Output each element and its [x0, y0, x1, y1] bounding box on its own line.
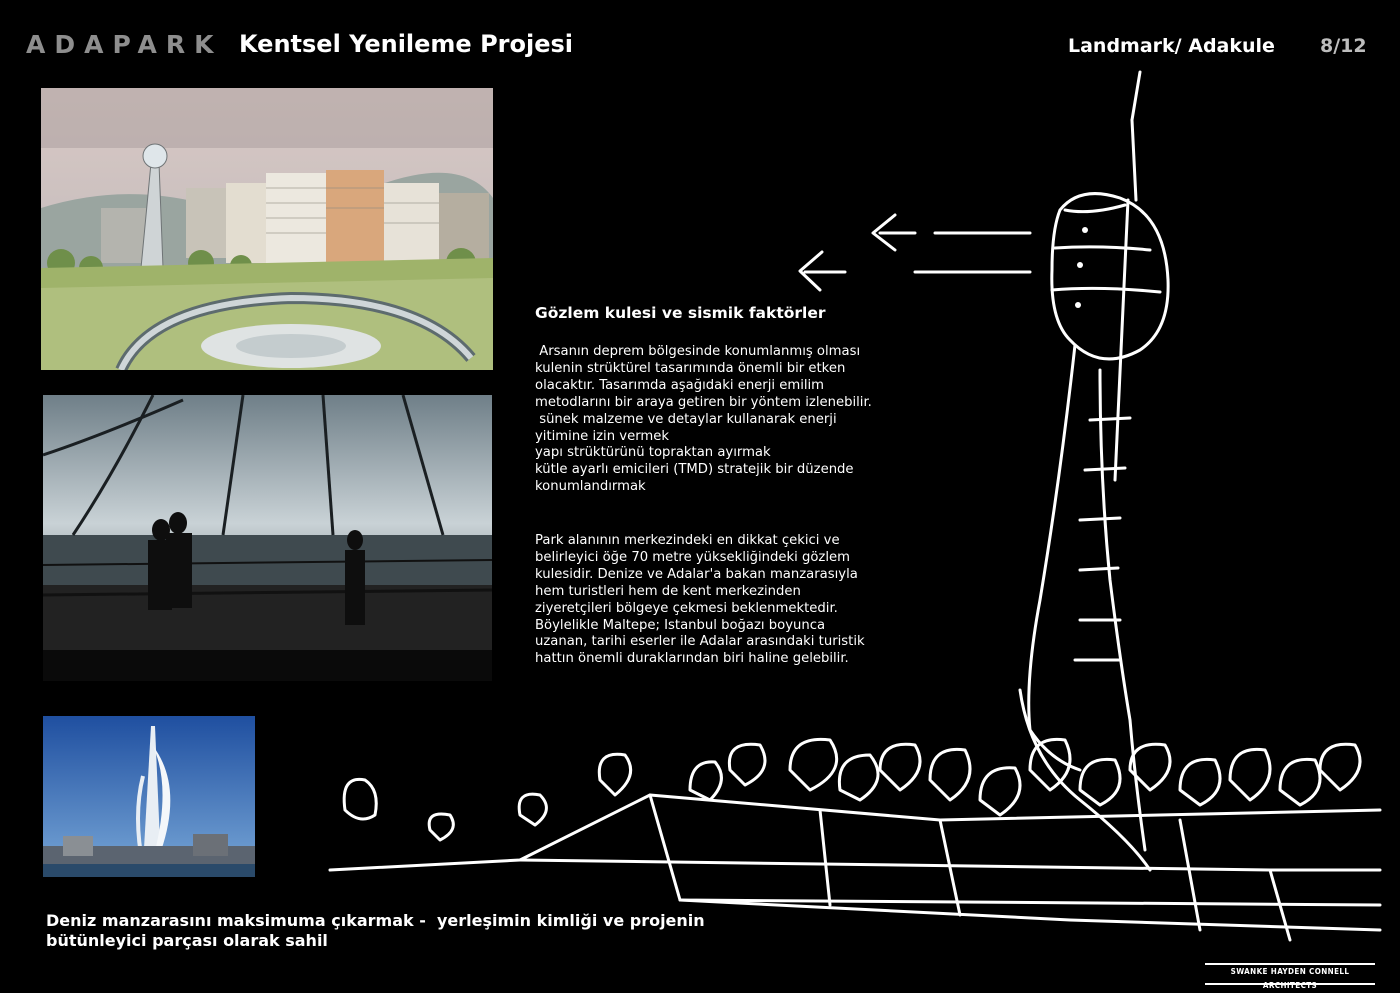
text-line: sünek malzeme ve detaylar kullanarak enerji	[535, 411, 837, 427]
firm-name: SWANKE HAYDEN CONNELL ARCHITECTS	[1230, 967, 1350, 990]
brand-logo: ADAPARK	[26, 30, 223, 59]
text-line: kütle ayarlı emicileri (TMD) stratejik bir düzende	[535, 462, 854, 478]
text-line: uzanan, tarihi eserler ile Adalar arasındaki turistik	[535, 634, 865, 650]
text-line: hem turistleri hem de kent merkezinden	[535, 583, 801, 599]
text-line: Park alanının merkezindeki en dikkat çekici ve	[535, 533, 840, 548]
text-line: belirleyici öğe 70 metre yüksekliğindeki gözlem	[535, 549, 850, 565]
page-title: Kentsel Yenileme Projesi	[239, 30, 573, 58]
text-line: hattın önemli duraklarından biri haline gelebilir.	[535, 651, 849, 667]
tower-sketch	[310, 60, 1400, 950]
text-line: kulesidir. Denize ve Adalar'a bakan manzarasıyla	[535, 566, 858, 582]
text-line: ziyeretçileri bölgeye çekmesi beklenmektedir.	[535, 600, 838, 616]
firm-logo	[1205, 963, 1375, 990]
page-number: 8/12	[1320, 35, 1367, 57]
text-line: metodlarını bir araya getiren bir yöntem izlenebilir.	[535, 394, 872, 410]
text-line: yapı strüktürünü topraktan ayırmak	[535, 445, 771, 461]
bottom-caption	[46, 911, 705, 951]
text-line: Arsanın deprem bölgesinde konumlanmış olması	[535, 344, 861, 359]
section-title: Landmark/ Adakule	[1068, 35, 1275, 57]
text-line: yitimine izin vermek	[535, 428, 669, 444]
caption-line: bütünleyici parçası olarak sahil	[46, 931, 328, 950]
text-line: konumlandırmak	[535, 479, 646, 495]
section-heading: Gözlem kulesi ve sismik faktörler	[535, 304, 826, 322]
text-line: Böylelikle Maltepe; Istanbul boğazı boyunca	[535, 617, 826, 633]
text-line: kulenin strüktürel tasarımında önemli bir etken	[535, 360, 846, 376]
caption-line: Deniz manzarasını maksimuma çıkarmak - yerleşimin kimliği ve projenin	[46, 911, 705, 930]
text-line: olacaktır. Tasarımda aşağıdaki enerji emilim	[535, 377, 825, 393]
spinnaker-tower-image	[43, 716, 255, 877]
